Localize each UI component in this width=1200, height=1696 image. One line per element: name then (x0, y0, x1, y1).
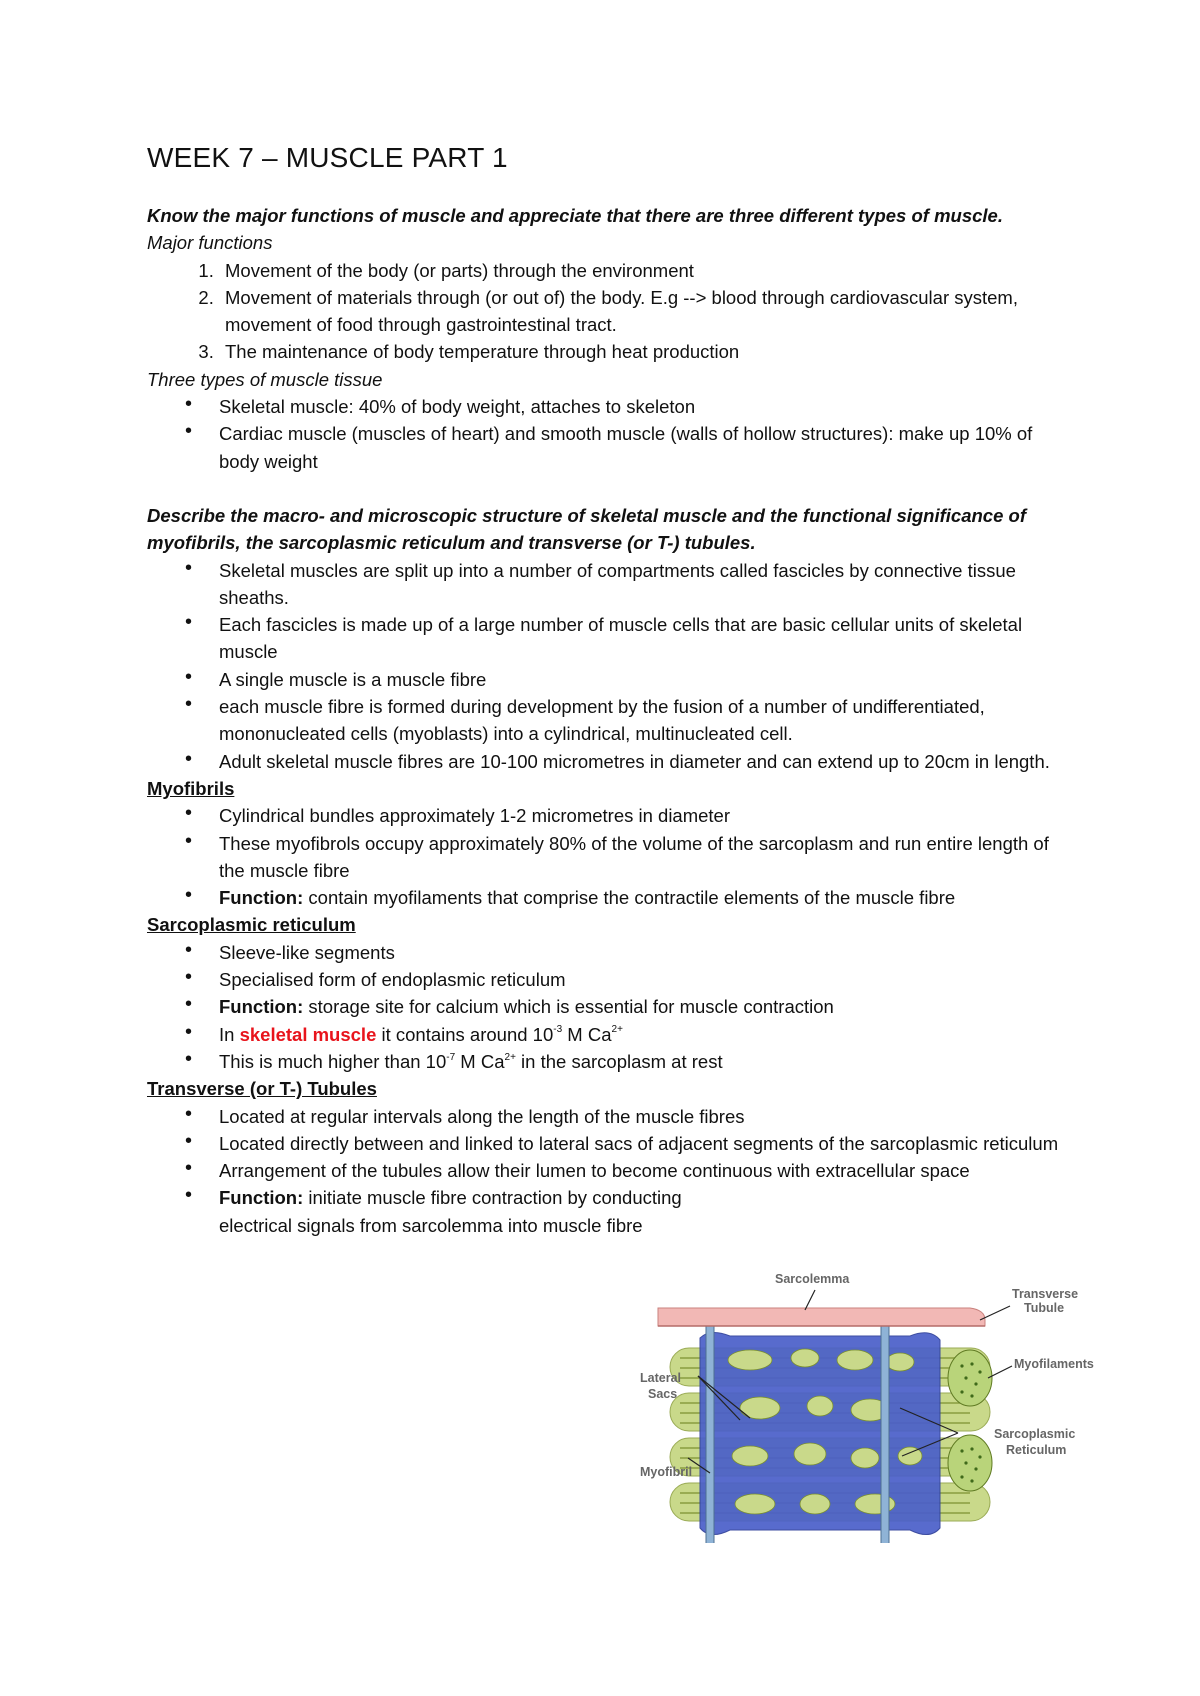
sr-list (147, 939, 1077, 1075)
ttubules-heading: Transverse (or T-) Tubules (147, 1078, 377, 1100)
list-item: • each muscle fibre is formed during development by the fusion of a number of undifferentiated, mononucleated cells (myoblasts) into a cylindrical, multinucleated cell. (219, 693, 1077, 748)
sarcolemma-sheet (658, 1308, 985, 1326)
list-item: 3. The maintenance of body temperature through heat production (219, 338, 1077, 365)
list-item: • Arrangement of the tubules allow their lumen to become continuous with extracellular space (219, 1157, 1077, 1184)
list-item: • Each fascicles is made up of a large number of muscle cells that are basic cellular units of skeletal muscle (219, 611, 1077, 666)
label-tubule: Tubule (1024, 1301, 1065, 1315)
list-item: • Cardiac muscle (muscles of heart) and smooth muscle (walls of hollow structures): make up 10% of body weight (219, 420, 1077, 475)
list-item: • Skeletal muscle: 40% of body weight, attaches to skeleton (219, 393, 1077, 420)
function-label: Function: (219, 996, 304, 1018)
label-reticulum: Reticulum (1006, 1443, 1067, 1457)
list-item (219, 1184, 709, 1239)
functions-list (147, 257, 1077, 366)
label-sarcoplasmic: Sarcoplasmic (994, 1427, 1076, 1441)
text-run: In (219, 1023, 240, 1045)
ttubules-list (147, 1103, 1077, 1239)
list-item: • Adult skeletal muscle fibres are 10-100 micrometres in diameter and can extend up to 20cm in length. (219, 748, 1077, 775)
text-run: in the sarcoplasm at rest (515, 1050, 723, 1072)
label-sacs: Sacs (648, 1387, 678, 1401)
types-label: Three types of muscle tissue (147, 368, 383, 390)
exponent: -3 (553, 1024, 563, 1036)
function-text: contain myofilaments that comprise the contractile elements of the muscle fibre (303, 887, 956, 909)
page-title: WEEK 7 – MUSCLE PART 1 (147, 142, 508, 173)
section1-question: Know the major functions of muscle and appreciate that there are three different types of muscle. (147, 205, 1003, 226)
function-label: Function: (219, 1187, 304, 1209)
function-text: storage site for calcium which is essential for muscle contraction (303, 996, 834, 1018)
muscle-fibre-diagram (640, 1268, 1120, 1558)
exponent: -7 (446, 1051, 456, 1063)
section2-question: Describe the macro- and microscopic structure of skeletal muscle and the functional significance of myofibrils, the sarcoplasmic reticulum and transverse (or T-) tubules. (147, 504, 1026, 554)
label-myofibril: Myofibril (640, 1465, 693, 1479)
highlight-text: skeletal muscle (239, 1023, 377, 1045)
list-item (219, 884, 1077, 911)
ion-charge: 2+ (611, 1024, 623, 1036)
text-run: M Ca (455, 1050, 505, 1072)
sr-heading: Sarcoplasmic reticulum (147, 914, 356, 936)
text-run: This is much higher than 10 (219, 1050, 447, 1072)
myofibrils-heading: Myofibrils (147, 777, 235, 799)
label-transverse: Transverse (1012, 1287, 1079, 1301)
text-run: M Ca (562, 1023, 612, 1045)
functions-label: Major functions (147, 232, 273, 254)
label-lateral: Lateral (640, 1371, 681, 1385)
list-item: • Skeletal muscles are split up into a number of compartments called fascicles by connective tissue sheaths. (219, 557, 1077, 612)
function-text: initiate muscle fibre contraction by conducting electrical signals from sarcolemma into muscle fibre (219, 1187, 682, 1236)
list-item: • Cylindrical bundles approximately 1-2 micrometres in diameter (219, 802, 1077, 829)
structure-list (147, 557, 1077, 775)
document-content (147, 140, 1077, 1239)
list-item (219, 1021, 1077, 1048)
list-item: • Located directly between and linked to lateral sacs of adjacent segments of the sarcoplasmic reticulum (219, 1130, 1077, 1157)
list-item: • Located at regular intervals along the length of the muscle fibres (219, 1103, 1077, 1130)
text-run: it contains around 10 (376, 1023, 554, 1045)
list-item: • Sleeve-like segments (219, 939, 1077, 966)
function-label: Function: (219, 887, 304, 909)
list-item: • Specialised form of endoplasmic reticulum (219, 966, 1077, 993)
list-item: • A single muscle is a muscle fibre (219, 666, 1077, 693)
label-myofilaments: Myofilaments (1014, 1357, 1094, 1371)
myofibrils-list (147, 802, 1077, 911)
label-sarcolemma: Sarcolemma (775, 1272, 850, 1286)
list-item (219, 993, 1077, 1020)
list-item: 2. Movement of materials through (or out of) the body. E.g --> blood through cardiovascular system, movement of food through gastrointestinal tract. (219, 284, 1077, 339)
list-item: 1. Movement of the body (or parts) through the environment (219, 257, 1077, 284)
types-list (147, 393, 1077, 475)
ion-charge: 2+ (504, 1051, 516, 1063)
list-item: • These myofibrols occupy approximately 80% of the volume of the sarcoplasm and run entire length of the muscle fibre (219, 830, 1077, 885)
list-item (219, 1048, 1077, 1075)
